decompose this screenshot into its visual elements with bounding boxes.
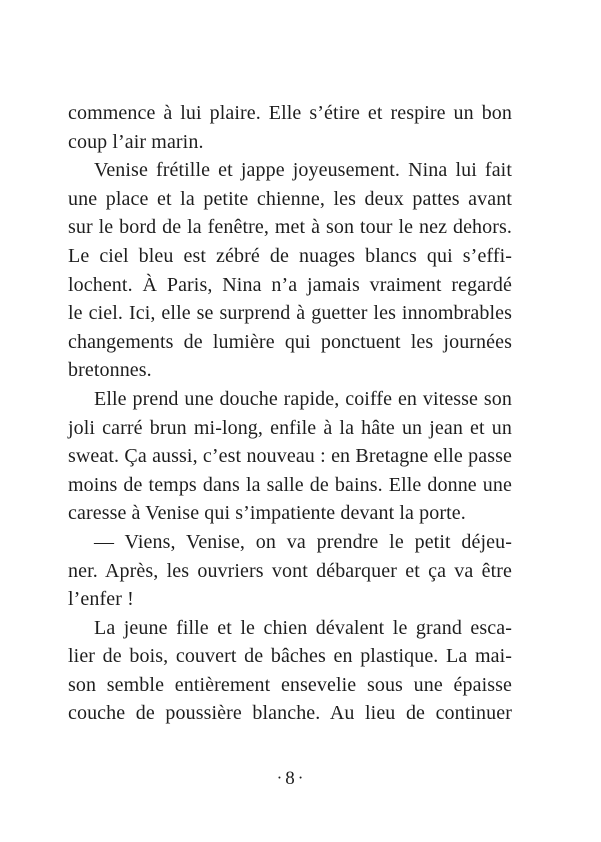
page-number [68, 768, 512, 790]
text-line: La jeune fille et le chien dévalent le grand esca- [94, 616, 512, 639]
page-number-value: 8 [285, 768, 295, 789]
text-line: lochent. À Paris, Nina n’a jamais vraiment regardé [68, 273, 512, 296]
text-line: ner. Après, les ouvriers vont débarquer et ça va être [68, 559, 512, 582]
folio-left-dot-icon: · [276, 768, 283, 787]
text-line: lier de bois, couvert de bâches en plastique. La mai- [68, 645, 512, 668]
text-line: — Viens, Venise, on va prendre le petit déjeu- [94, 530, 512, 553]
text-line: sur le bord de la fenêtre, met à son tour le nez dehors. [68, 216, 512, 239]
text-line: sweat. Ça aussi, c’est nouveau : en Bretagne elle passe [68, 445, 512, 468]
text-line: couche de poussière blanche. Au lieu de continuer [68, 702, 512, 725]
text-line: Venise frétille et jappe joyeusement. Nina lui fait [94, 159, 512, 182]
text-line: bretonnes. [68, 359, 152, 382]
text-line: l’enfer ! [68, 588, 134, 611]
text-line: Elle prend une douche rapide, coiffe en vitesse son [94, 387, 512, 410]
text-line: caresse à Venise qui s’impatiente devant la porte. [68, 502, 466, 525]
text-line: une place et la petite chienne, les deux pattes avant [68, 187, 512, 210]
text-line: joli carré brun mi-long, enfile à la hâte un jean et un [68, 416, 512, 439]
text-line: moins de temps dans la salle de bains. Elle donne une [68, 473, 512, 496]
folio-right-dot-icon: · [297, 768, 304, 787]
text-line: Le ciel bleu est zébré de nuages blancs qui s’effi- [68, 244, 512, 267]
text-line: changements de lumière qui ponctuent les journées [68, 330, 512, 353]
text-line: son semble entièrement ensevelie sous une épaisse [68, 673, 512, 696]
body-text-block [68, 99, 512, 728]
text-line: le ciel. Ici, elle se surprend à guetter les innombrables [68, 302, 512, 325]
text-line: coup l’air marin. [68, 130, 204, 153]
text-line: commence à lui plaire. Elle s’étire et respire un bon [68, 102, 512, 124]
